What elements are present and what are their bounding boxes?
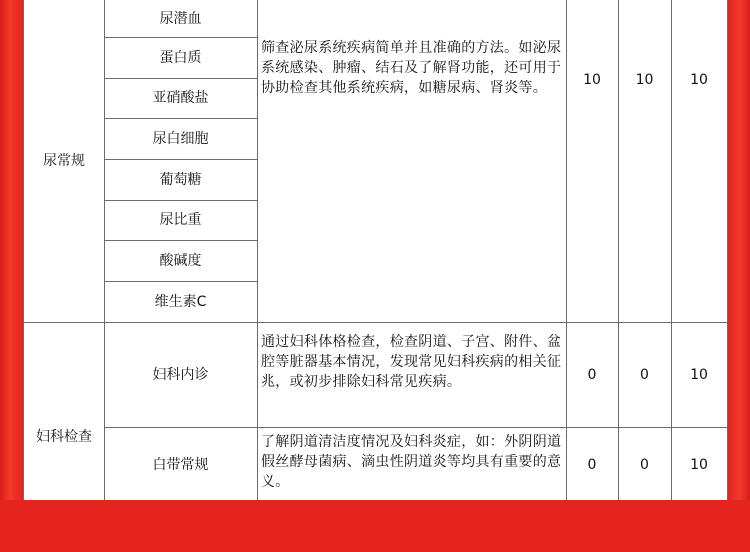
- item-label: 蛋白质: [159, 49, 202, 66]
- value-cell: [618, 427, 671, 503]
- value-cell: [618, 0, 671, 160]
- item-label: 白带常规: [152, 457, 209, 473]
- item-cell: [104, 37, 257, 78]
- item-cell: [104, 78, 257, 118]
- item-cell: [104, 322, 257, 427]
- value-text: 10: [583, 72, 601, 88]
- value-cell: [671, 322, 727, 427]
- item-cell: [104, 159, 257, 200]
- item-cell: [104, 281, 257, 322]
- value-text: 10: [690, 366, 708, 383]
- value-cell: [671, 0, 727, 160]
- value-text: 10: [690, 72, 708, 88]
- item-label: 酸碱度: [159, 252, 202, 269]
- item-label: 维生素C: [154, 293, 207, 310]
- item-label: 尿比重: [159, 212, 202, 228]
- item-label: 尿白细胞: [152, 130, 209, 147]
- item-cell: [104, 240, 257, 281]
- category-label: 尿常规: [43, 153, 85, 169]
- value-text: 10: [635, 72, 654, 88]
- category-cell: [24, 322, 104, 552]
- description-text: 通过妇科体格检查，检查阴道、子宫、附件、盆腔等脏器基本情况，发现常见妇科疾病的相关征兆，或初步排除妇科常见疾病。: [261, 334, 562, 390]
- item-label: 葡萄糖: [159, 171, 202, 188]
- value-text: 0: [587, 457, 597, 473]
- value-cell: [566, 0, 618, 160]
- item-label: 尿潜血: [159, 10, 202, 27]
- value-text: 10: [690, 457, 708, 473]
- item-cell: [104, 0, 257, 37]
- value-text: 0: [587, 366, 597, 383]
- item-label: 妇科内诊: [152, 366, 209, 383]
- item-cell: [104, 427, 257, 503]
- category-label: 妇科检查: [36, 429, 92, 445]
- description-text: 了解阴道清洁度情况及妇科炎症，如：外阴阴道假丝酵母菌病、滴虫性阴道炎等均具有重要的意义。: [261, 434, 562, 490]
- category-cell: [24, 0, 104, 322]
- value-cell: [671, 427, 727, 503]
- value-cell: [566, 322, 618, 427]
- description-text: 筛查泌尿系统疾病简单并且准确的方法。如泌尿系统感染、肿瘤、结石及了解肾功能，还可用于协助检查其他系统疾病，如糖尿病、肾炎等。: [261, 40, 562, 96]
- value-cell: [618, 322, 671, 427]
- checkup-table: [23, 0, 728, 500]
- value-text: 0: [640, 366, 649, 383]
- item-cell: [104, 200, 257, 240]
- item-cell: [104, 118, 257, 159]
- value-text: 0: [640, 457, 649, 473]
- item-label: 亚硝酸盐: [152, 90, 209, 106]
- value-cell: [566, 427, 618, 503]
